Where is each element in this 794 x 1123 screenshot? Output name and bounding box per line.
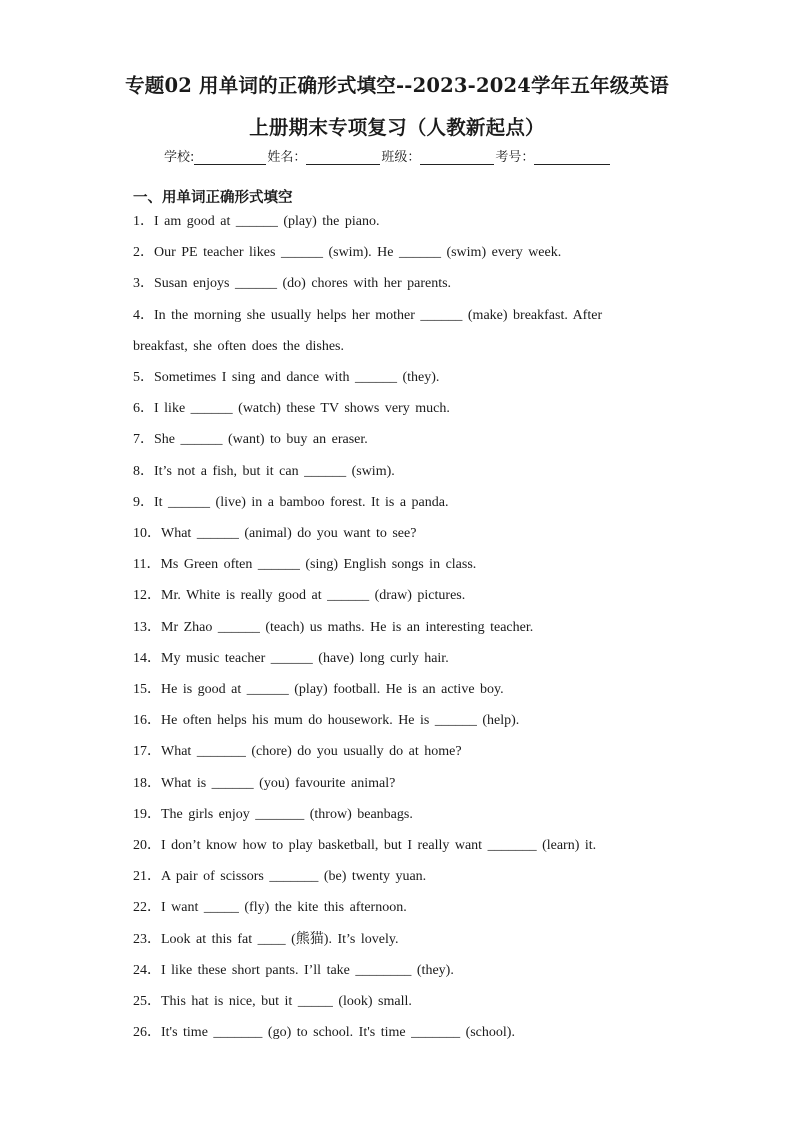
question-text: What is ______ (you) favourite animal? <box>161 776 396 791</box>
question-item <box>133 930 663 950</box>
question-text: He often helps his mum do housework. He is ______ (help). <box>161 713 520 728</box>
school-label: 学校: <box>164 150 195 165</box>
question-text: Mr. White is really good at ______ (draw) pictures. <box>161 588 466 603</box>
question-text: I want _____ (fly) the kite this afternoon. <box>161 900 407 915</box>
question-item <box>133 805 663 825</box>
question-text: Susan enjoys ______ (do) chores with her parents. <box>154 276 452 291</box>
document-title-line2: 上册期末专项复习（人教新起点） <box>249 116 545 139</box>
question-number: 14． <box>133 651 161 666</box>
question-number: 24． <box>133 963 161 978</box>
question-item <box>133 555 663 575</box>
question-number: 9． <box>133 495 154 510</box>
question-item <box>133 368 663 388</box>
question-item <box>133 243 663 263</box>
question-item <box>133 898 663 918</box>
question-number: 21． <box>133 869 161 884</box>
name-label: 姓名： <box>267 150 307 165</box>
question-number: 22． <box>133 900 161 915</box>
question-number: 4． <box>133 308 154 323</box>
question-item <box>133 961 663 981</box>
question-number: 13． <box>133 620 161 635</box>
student-info-row <box>164 146 611 165</box>
question-text: It ______ (live) in a bamboo forest. It is a panda. <box>154 495 449 510</box>
question-number: 7． <box>133 432 154 447</box>
question-number: 11． <box>133 557 161 572</box>
question-text: It's time _______ (go) to school. It's time _______ (school). <box>161 1025 515 1040</box>
question-item <box>133 649 663 669</box>
question-item <box>133 867 663 887</box>
question-text: Ms Green often ______ (sing) English songs in class. <box>160 557 477 572</box>
question-item <box>133 493 663 513</box>
question-number: 16． <box>133 713 161 728</box>
question-number: 8． <box>133 464 154 479</box>
question-number: 10． <box>133 526 161 541</box>
question-number: 25． <box>133 994 161 1009</box>
question-number: 17． <box>133 744 161 759</box>
question-text: He is good at ______ (play) football. He is an active boy. <box>161 682 504 697</box>
question-number: 15． <box>133 682 161 697</box>
question-item <box>133 430 663 450</box>
question-number: 19． <box>133 807 161 822</box>
section-title: 一、用单词正确形式填空 <box>133 190 293 206</box>
class-blank[interactable] <box>420 150 494 165</box>
question-text: A pair of scissors _______ (be) twenty yuan. <box>161 869 427 884</box>
question-text: What ______ (animal) do you want to see? <box>161 526 417 541</box>
question-continuation: breakfast, she often does the dishes. <box>133 339 344 354</box>
question-text: Look at this fat ____ (熊猫). It’s lovely. <box>161 932 399 947</box>
question-text: I like these short pants. I’ll take ________ (they). <box>161 963 454 978</box>
question-item <box>133 212 663 232</box>
exam-number-label: 考号： <box>495 150 535 165</box>
question-number: 26． <box>133 1025 161 1040</box>
question-number: 6． <box>133 401 154 416</box>
question-item <box>133 711 663 731</box>
question-item <box>133 399 663 419</box>
question-item <box>133 680 663 700</box>
question-item <box>133 742 663 762</box>
question-number: 1． <box>133 214 154 229</box>
question-number: 2． <box>133 245 154 260</box>
question-text: In the morning she usually helps her mother ______ (make) breakfast. After <box>154 308 603 323</box>
question-number: 23． <box>133 932 161 947</box>
question-item <box>133 1023 663 1043</box>
question-text: I don’t know how to play basketball, but I really want _______ (learn) it. <box>161 838 597 853</box>
exam-number-blank[interactable] <box>534 150 610 165</box>
class-label: 班级： <box>381 150 421 165</box>
question-text: I am good at ______ (play) the piano. <box>154 214 380 229</box>
question-item <box>133 462 663 482</box>
question-text: I like ______ (watch) these TV shows very much. <box>154 401 450 416</box>
question-text: This hat is nice, but it _____ (look) small. <box>161 994 412 1009</box>
question-text: The girls enjoy _______ (throw) beanbags. <box>161 807 413 822</box>
question-text: What _______ (chore) do you usually do at home? <box>161 744 462 759</box>
question-item <box>133 992 663 1012</box>
question-text: She ______ (want) to buy an eraser. <box>154 432 368 447</box>
question-item <box>133 836 663 856</box>
question-text: Mr Zhao ______ (teach) us maths. He is an interesting teacher. <box>161 620 534 635</box>
question-text: My music teacher ______ (have) long curly hair. <box>161 651 449 666</box>
school-blank[interactable] <box>194 150 266 165</box>
name-blank[interactable] <box>306 150 380 165</box>
question-number: 18． <box>133 776 161 791</box>
document-title-line1: 专题02 用单词的正确形式填空--2023-2024学年五年级英语 <box>125 74 669 97</box>
question-number: 3． <box>133 276 154 291</box>
question-number: 12． <box>133 588 161 603</box>
question-item <box>133 774 663 794</box>
question-item <box>133 306 663 326</box>
question-text: It’s not a fish, but it can ______ (swim). <box>154 464 395 479</box>
question-item <box>133 586 663 606</box>
question-item <box>133 274 663 294</box>
question-number: 20． <box>133 838 161 853</box>
question-item <box>133 618 663 638</box>
question-number: 5． <box>133 370 154 385</box>
question-text: Our PE teacher likes ______ (swim). He ______ (swim) every week. <box>154 245 562 260</box>
question-text: Sometimes I sing and dance with ______ (they). <box>154 370 440 385</box>
question-item <box>133 524 663 544</box>
